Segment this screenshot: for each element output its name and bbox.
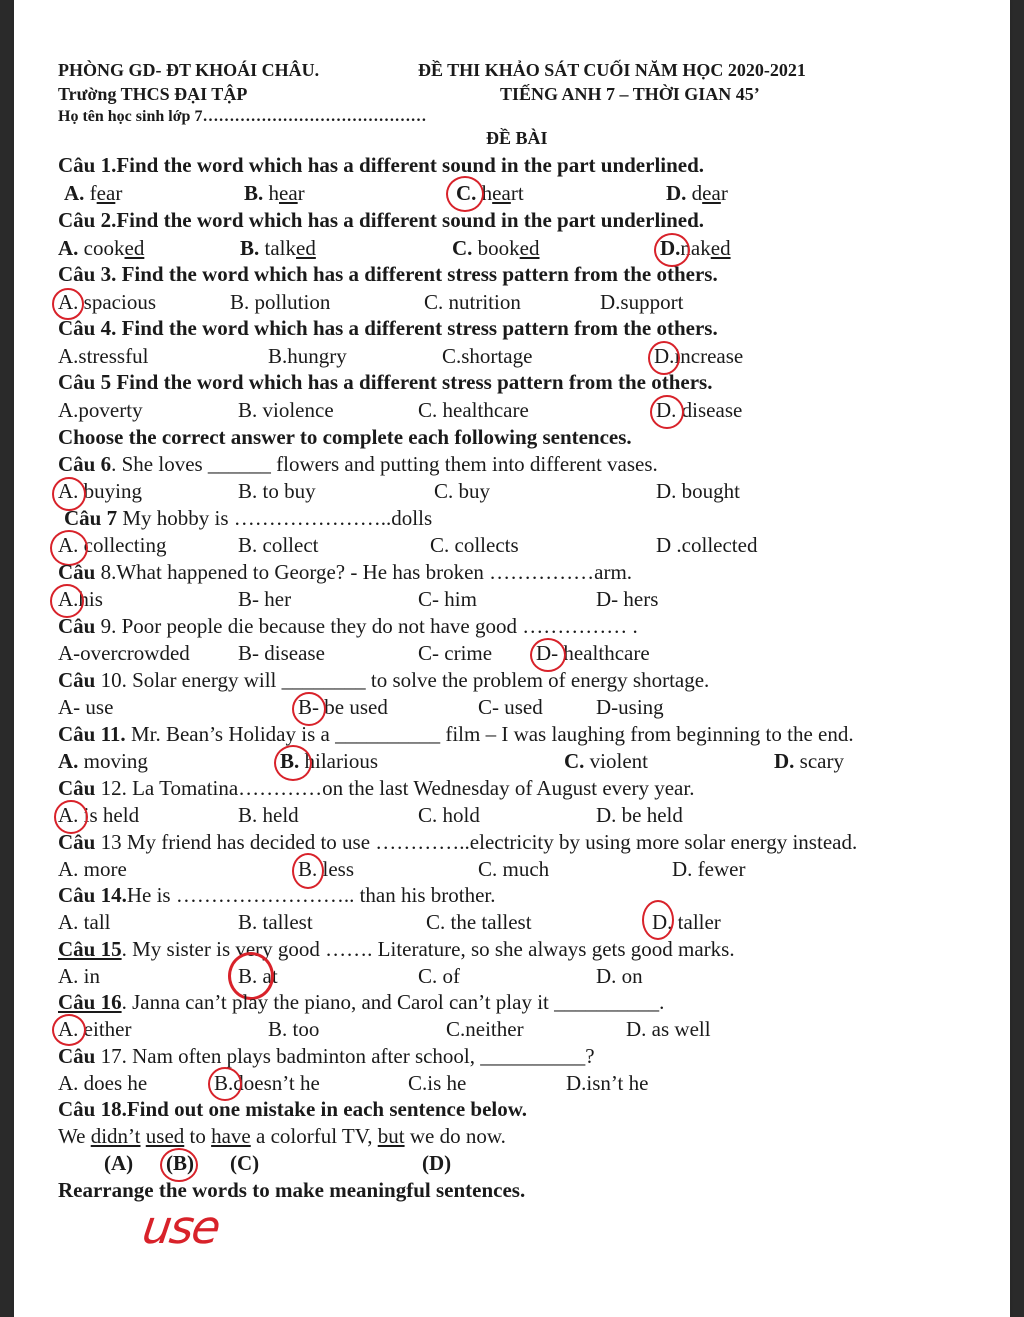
exam-title: ĐỀ THI KHẢO SÁT CUỐI NĂM HỌC 2020-2021 xyxy=(418,60,806,80)
q17-option-b: B.doesn’t he xyxy=(214,1071,320,1095)
q7-option-a: A. collecting xyxy=(58,533,167,557)
q14-option-d: D. taller xyxy=(652,910,721,934)
q1-option-b: B. hear xyxy=(244,181,305,205)
q17-option-d: D.isn’t he xyxy=(566,1071,649,1095)
subject-time: TIẾNG ANH 7 – THỜI GIAN 45’ xyxy=(500,84,760,104)
section-3-instruction: Rearrange the words to make meaningful sentences. xyxy=(58,1178,526,1202)
q1-option-a: A. fear xyxy=(64,181,123,205)
right-page-edge xyxy=(1010,0,1024,1317)
q8-option-b: B- her xyxy=(238,587,292,611)
q10-option-a: A- use xyxy=(58,695,114,719)
question-11: Câu 11. Mr. Bean’s Holiday is a __________ film – I was laughing from beginning to the end. xyxy=(58,722,854,746)
office-name: PHÒNG GD- ĐT KHOÁI CHÂU. xyxy=(58,60,320,80)
question-2-title: Câu 2.Find the word which has a different sound in the part underlined. xyxy=(58,208,705,232)
q15-option-d: D. on xyxy=(596,964,643,988)
q3-option-d: D.support xyxy=(600,290,684,314)
q14-option-c: C. the tallest xyxy=(426,910,532,934)
q4-option-c: C.shortage xyxy=(442,344,533,368)
q5-option-b: B. violence xyxy=(238,398,334,422)
question-14: Câu 14.He is …………………….. than his brother. xyxy=(58,883,496,907)
question-18-title: Câu 18.Find out one mistake in each sentence below. xyxy=(58,1097,528,1121)
q4-option-a: A.stressful xyxy=(58,344,149,368)
question-18-sentence: We didn’t used to have a colorful TV, but we do now. xyxy=(58,1124,506,1148)
section-heading: ĐỀ BÀI xyxy=(486,128,548,148)
q12-option-d: D. be held xyxy=(596,803,683,827)
q16-option-a: A. either xyxy=(58,1017,132,1041)
question-5-title: Câu 5 Find the word which has a different stress pattern from the others. xyxy=(58,370,713,394)
question-12: Câu 12. La Tomatina…………on the last Wednesday of August every year. xyxy=(58,776,695,800)
q11-option-b: B. hilarious xyxy=(280,749,379,773)
q5-option-c: C. healthcare xyxy=(418,398,529,422)
q2-option-d: D.naked xyxy=(660,236,731,260)
q5-option-a: A.poverty xyxy=(58,398,143,422)
q4-option-d: D.increase xyxy=(654,344,744,368)
q16-option-c: C.neither xyxy=(446,1017,524,1041)
q8-option-c: C- him xyxy=(418,587,477,611)
left-page-edge xyxy=(0,0,14,1317)
q16-option-b: B. too xyxy=(268,1017,320,1041)
q16-option-d: D. as well xyxy=(626,1017,711,1041)
q10-option-d: D-using xyxy=(596,695,664,719)
q7-option-b: B. collect xyxy=(238,533,319,557)
q6-option-c: C. buy xyxy=(434,479,491,503)
q3-option-b: B. pollution xyxy=(230,290,331,314)
q2-option-b: B. talked xyxy=(240,236,316,260)
q15-option-b: B. at xyxy=(238,964,278,988)
q12-option-a: A. is held xyxy=(58,803,140,827)
question-13: Câu 13 My friend has decided to use …………..electricity by using more solar energy instead. xyxy=(58,830,858,854)
question-1-title: Câu 1.Find the word which has a different sound in the part underlined. xyxy=(58,153,705,177)
q13-option-a: A. more xyxy=(58,857,127,881)
q14-option-b: B. tallest xyxy=(238,910,313,934)
q4-option-b: B.hungry xyxy=(268,344,347,368)
q9-option-c: C- crime xyxy=(418,641,493,665)
handwritten-answer: use xyxy=(139,1200,223,1254)
q2-option-a: A. cooked xyxy=(58,236,145,260)
q18-label-d: (D) xyxy=(422,1151,452,1175)
q7-option-c: C. collects xyxy=(430,533,519,557)
q1-option-d: D. dear xyxy=(666,181,728,205)
question-9: Câu 9. Poor people die because they do not have good …………… . xyxy=(58,614,638,638)
q5-option-d: D. disease xyxy=(656,398,743,422)
question-15: Câu 15. My sister is very good ……. Literature, so she always gets good marks. xyxy=(58,937,735,961)
question-8: Câu 8.What happened to George? - He has broken ……………arm. xyxy=(58,560,633,584)
question-17: Câu 17. Nam often plays badminton after school, __________? xyxy=(58,1044,595,1068)
q11-option-c: C. violent xyxy=(564,749,648,773)
q6-option-b: B. to buy xyxy=(238,479,316,503)
question-6: Câu 6. She loves ______ flowers and putting them into different vases. xyxy=(58,452,658,476)
question-4-title: Câu 4. Find the word which has a different stress pattern from the others. xyxy=(58,316,718,340)
q17-option-c: C.is he xyxy=(408,1071,467,1095)
q15-option-c: C. of xyxy=(418,964,460,988)
q18-label-c: (C) xyxy=(230,1151,260,1175)
q10-option-c: C- used xyxy=(478,695,543,719)
q17-option-a: A. does he xyxy=(58,1071,148,1095)
q1-option-c: C. heart xyxy=(456,181,524,205)
q18-label-b: (B) xyxy=(166,1151,194,1175)
q2-option-c: C. booked xyxy=(452,236,540,260)
question-10: Câu 10. Solar energy will ________ to solve the problem of energy shortage. xyxy=(58,668,710,692)
q12-option-b: B. held xyxy=(238,803,299,827)
student-name-line: Họ tên học sinh lớp 7…………………………………… xyxy=(58,108,427,125)
question-3-title: Câu 3. Find the word which has a different stress pattern from the others. xyxy=(58,262,718,286)
q12-option-c: C. hold xyxy=(418,803,480,827)
q11-option-a: A. moving xyxy=(58,749,148,773)
q14-option-a: A. tall xyxy=(58,910,111,934)
q18-label-a: (A) xyxy=(104,1151,134,1175)
q13-option-b: B. less xyxy=(298,857,355,881)
q6-option-d: D. bought xyxy=(656,479,740,503)
q9-option-b: B- disease xyxy=(238,641,325,665)
question-16: Câu 16. Janna can’t play the piano, and Carol can’t play it __________. xyxy=(58,990,665,1014)
section-2-instruction: Choose the correct answer to complete each following sentences. xyxy=(58,425,632,449)
q3-option-a: A. spacious xyxy=(58,290,156,314)
q11-option-d: D. scary xyxy=(774,749,844,773)
q6-option-a: A. buying xyxy=(58,479,142,503)
q7-option-d: D .collected xyxy=(656,533,758,557)
q15-option-a: A. in xyxy=(58,964,100,988)
q13-option-c: C. much xyxy=(478,857,550,881)
q13-option-d: D. fewer xyxy=(672,857,746,881)
school-name: Trường THCS ĐẠI TẬP xyxy=(58,84,248,104)
q8-option-a: A.his xyxy=(58,587,103,611)
question-7: Câu 7 My hobby is …………………..dolls xyxy=(64,506,433,530)
q9-option-d: D- healthcare xyxy=(536,641,650,665)
q10-option-b: B- be used xyxy=(298,695,388,719)
q8-option-d: D- hers xyxy=(596,587,659,611)
q9-option-a: A-overcrowded xyxy=(58,641,190,665)
q3-option-c: C. nutrition xyxy=(424,290,521,314)
